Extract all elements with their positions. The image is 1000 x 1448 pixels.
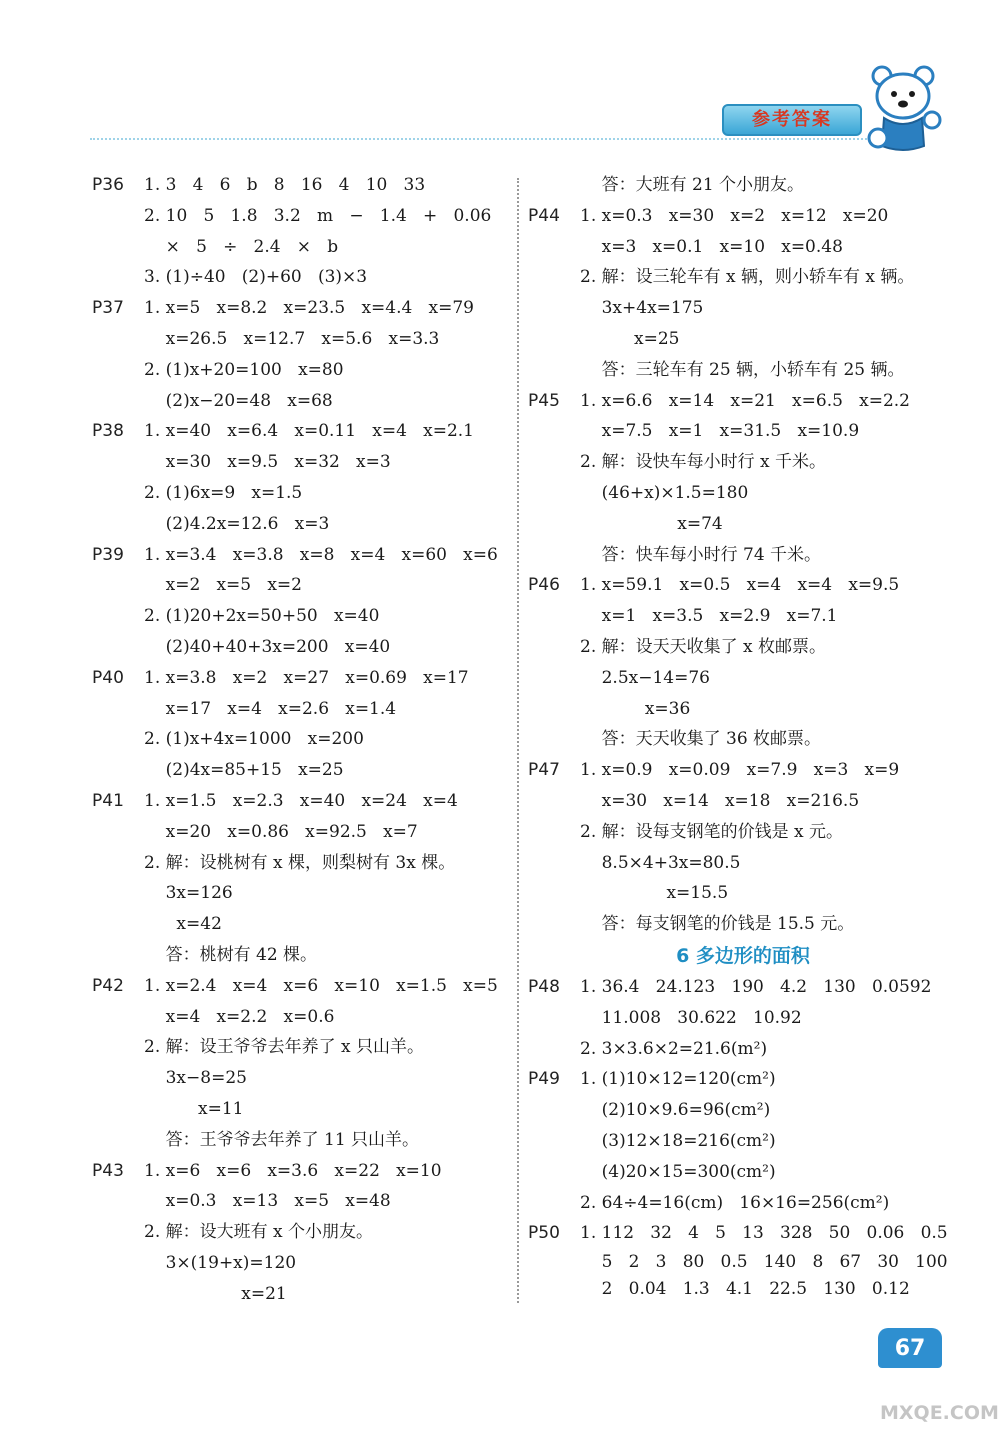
answer-line (92, 201, 512, 232)
answer-line (528, 817, 958, 848)
answers-left-column (92, 170, 512, 1309)
answer-text: 2. 解：设大班有 x 个小朋友。 (144, 1222, 374, 1243)
answer-line (92, 848, 512, 879)
page-ref-label: P49 (528, 1069, 560, 1090)
answer-text: (4)20×15=300(cm²) (580, 1161, 776, 1182)
answer-text: 1. x=59.1 x=0.5 x=4 x=4 x=9.5 (580, 575, 900, 596)
answer-line (92, 540, 512, 571)
answer-text: (2)x−20=48 x=68 (144, 390, 333, 411)
answer-text: x=4 x=2.2 x=0.6 (144, 1006, 335, 1027)
page-ref-label: P38 (92, 421, 124, 442)
answer-text: 2. 解：设桃树有 x 棵，则梨树有 3x 棵。 (144, 852, 456, 873)
page-ref-label: P41 (92, 790, 124, 811)
answer-line (528, 355, 958, 386)
answer-text: x=15.5 (580, 883, 729, 904)
answer-line (92, 293, 512, 324)
answer-text: (46+x)×1.5=180 (580, 482, 749, 503)
answer-line (528, 386, 958, 417)
answer-line (528, 570, 958, 601)
answer-text: 2. 解：设天天收集了 x 枚邮票。 (580, 636, 827, 657)
answer-text: 8.5×4+3x=80.5 (580, 852, 741, 873)
page-ref-label: P46 (528, 575, 560, 596)
answer-line (528, 724, 958, 755)
answer-text: 1. x=0.9 x=0.09 x=7.9 x=3 x=9 (580, 760, 900, 781)
page-ref-label: P47 (528, 760, 560, 781)
answer-text: 1. x=2.4 x=4 x=6 x=10 x=1.5 x=5 (144, 975, 498, 996)
answer-text: x=11 (144, 1098, 244, 1119)
page-ref-label: P48 (528, 976, 560, 997)
answer-text: 2. (1)x+20=100 x=80 (144, 359, 344, 380)
answer-line (92, 386, 512, 417)
column-divider (517, 178, 519, 1303)
answer-text: 2. (1)x+4x=1000 x=200 (144, 729, 364, 750)
answer-line (92, 786, 512, 817)
answer-text: x=74 (580, 513, 723, 534)
answer-text: 1. 3 4 6 b 8 16 4 10 33 (144, 175, 426, 195)
page-ref-label: P43 (92, 1160, 124, 1181)
answer-line (528, 878, 958, 909)
answer-text: (3)12×18=216(cm²) (580, 1130, 776, 1151)
answer-text: x=30 x=9.5 x=32 x=3 (144, 452, 391, 473)
answer-text: 答：三轮车有 25 辆，小轿车有 25 辆。 (580, 359, 905, 380)
answer-line (528, 1157, 958, 1188)
page-ref-label: P39 (92, 544, 124, 565)
answer-text: x=2 x=5 x=2 (144, 575, 302, 596)
answer-text: 2. 10 5 1.8 3.2 m − 1.4 + 0.06 (144, 205, 492, 226)
answer-line (528, 601, 958, 632)
page-ref-label: P40 (92, 667, 124, 688)
answer-text: 2. 64÷4=16(cm) 16×16=256(cm²) (580, 1192, 890, 1213)
answer-text: (2)40+40+3x=200 x=40 (144, 636, 391, 657)
answer-text: 1. x=3.8 x=2 x=27 x=0.69 x=17 (144, 667, 469, 688)
answer-text: 3x=126 (144, 883, 233, 904)
answer-text: x=36 (580, 698, 691, 719)
answer-line (92, 324, 512, 355)
header-dotted-line (90, 138, 870, 140)
answer-line (92, 509, 512, 540)
answer-text: 1. 112 32 4 5 13 328 50 0.06 0.5 (580, 1223, 948, 1244)
answer-line (528, 416, 958, 447)
answer-key-badge: 参考答案 (722, 104, 862, 136)
answer-line (528, 170, 958, 201)
page-ref-label: P42 (92, 975, 124, 996)
answer-line (528, 293, 958, 324)
answer-text: 2. (1)20+2x=50+50 x=40 (144, 606, 380, 627)
page-ref-label: P44 (528, 205, 560, 226)
answer-text: 1. x=0.3 x=30 x=2 x=12 x=20 (580, 205, 889, 226)
answer-line (528, 509, 958, 540)
answer-line (92, 416, 512, 447)
answer-line (528, 324, 958, 355)
answer-line (92, 1002, 512, 1033)
answer-line (92, 1248, 512, 1279)
answer-text: 5 2 3 80 0.5 140 8 67 30 100 (580, 1252, 948, 1273)
answer-line (528, 1126, 958, 1157)
answer-line (528, 1095, 958, 1126)
answer-line (528, 478, 958, 509)
answer-line (92, 1094, 512, 1125)
answer-line (528, 201, 958, 232)
answer-line (528, 262, 958, 293)
answer-text: x=25 (580, 328, 680, 349)
answer-line (528, 1064, 958, 1095)
answer-text: 2. (1)6x=9 x=1.5 (144, 482, 303, 503)
answer-text: 2 0.04 1.3 4.1 22.5 130 0.12 (580, 1278, 910, 1299)
answer-line (92, 1063, 512, 1094)
answer-line (92, 262, 512, 293)
answer-line (528, 632, 958, 663)
answer-text: 1. x=5 x=8.2 x=23.5 x=4.4 x=79 (144, 298, 474, 319)
answer-line (92, 878, 512, 909)
answer-text: x=26.5 x=12.7 x=5.6 x=3.3 (144, 328, 440, 349)
bear-mascot-icon (864, 62, 944, 158)
answer-text: 答：王爷爷去年养了 11 只山羊。 (144, 1129, 420, 1150)
answer-text: 答：天天收集了 36 枚邮票。 (580, 729, 822, 750)
answer-text: (2)4.2x=12.6 x=3 (144, 513, 330, 534)
answer-line (92, 632, 512, 663)
section-title: 6 多边形的面积 (676, 944, 810, 967)
answer-line (528, 1003, 958, 1034)
answer-line (528, 1249, 958, 1276)
answer-line (528, 232, 958, 263)
answer-text: (2)10×9.6=96(cm²) (580, 1100, 771, 1121)
answers-right-column (528, 170, 958, 1302)
answer-line (92, 1156, 512, 1187)
answer-line (528, 1034, 958, 1065)
answer-line (92, 1186, 512, 1217)
answer-text: 3x−8=25 (144, 1068, 247, 1089)
page-ref-label: P50 (528, 1223, 560, 1244)
answer-line (92, 478, 512, 509)
answer-text: x=21 (144, 1283, 287, 1304)
answer-line (92, 663, 512, 694)
answer-line (92, 170, 512, 201)
answer-text: 3. (1)÷40 (2)+60 (3)×3 (144, 267, 368, 288)
answer-text: 1. 36.4 24.123 190 4.2 130 0.0592 (580, 976, 932, 997)
answer-line (92, 1125, 512, 1156)
answer-line (528, 786, 958, 817)
page-ref-label: P37 (92, 298, 124, 319)
answer-text: 答：桃树有 42 棵。 (144, 944, 318, 965)
answer-line (92, 1032, 512, 1063)
answer-line (92, 447, 512, 478)
answer-line (528, 972, 958, 1003)
page-ref-label: P36 (92, 175, 124, 195)
answer-text: × 5 ÷ 2.4 × b (144, 236, 339, 257)
answer-line (528, 848, 958, 879)
answer-line (92, 909, 512, 940)
answer-text: 1. x=3.4 x=3.8 x=8 x=4 x=60 x=6 (144, 544, 498, 565)
answer-text: x=20 x=0.86 x=92.5 x=7 (144, 821, 418, 842)
answer-text: 1. x=40 x=6.4 x=0.11 x=4 x=2.1 (144, 421, 474, 442)
answer-text: 答：快车每小时行 74 千米。 (580, 544, 822, 565)
answer-text: 1. (1)10×12=120(cm²) (580, 1069, 776, 1090)
answer-line (92, 755, 512, 786)
answer-line (92, 232, 512, 263)
answer-text: 2. 解：设快车每小时行 x 千米。 (580, 452, 827, 473)
answer-text: 1. x=1.5 x=2.3 x=40 x=24 x=4 (144, 790, 458, 811)
page-ref-label: P45 (528, 390, 560, 411)
answer-line (528, 755, 958, 786)
answer-text: 答：大班有 21 个小朋友。 (580, 175, 805, 195)
answer-text: x=1 x=3.5 x=2.9 x=7.1 (580, 606, 838, 627)
answer-line (528, 1188, 958, 1219)
answer-text: 1. x=6 x=6 x=3.6 x=22 x=10 (144, 1160, 442, 1181)
answer-line (528, 663, 958, 694)
answer-line (528, 1276, 958, 1303)
answer-text: 2. 解：设三轮车有 x 辆，则小轿车有 x 辆。 (580, 267, 915, 288)
answer-text: 2. 解：设每支钢笔的价钱是 x 元。 (580, 821, 844, 842)
answer-text: x=7.5 x=1 x=31.5 x=10.9 (580, 421, 860, 442)
answer-line (528, 1218, 958, 1249)
answer-text: x=30 x=14 x=18 x=216.5 (580, 790, 860, 811)
answer-line (92, 971, 512, 1002)
watermark: MXQE.COM (880, 1402, 999, 1424)
answer-line (92, 940, 512, 971)
answer-text: 2. 3×3.6×2=21.6(m²) (580, 1038, 768, 1059)
answer-line (92, 601, 512, 632)
answer-text: 3x+4x=175 (580, 298, 704, 319)
answer-text: 1. x=6.6 x=14 x=21 x=6.5 x=2.2 (580, 390, 910, 411)
answer-line (92, 817, 512, 848)
answer-line (528, 540, 958, 571)
answer-text: x=0.3 x=13 x=5 x=48 (144, 1191, 391, 1212)
answer-line (528, 694, 958, 725)
answer-line (92, 1217, 512, 1248)
answer-text: 答：每支钢笔的价钱是 15.5 元。 (580, 914, 855, 935)
answer-line (92, 724, 512, 755)
answer-line (92, 355, 512, 386)
page-number-badge: 67 (878, 1328, 942, 1368)
answer-text: x=42 (144, 914, 222, 935)
answer-line (528, 909, 958, 940)
answer-line (92, 694, 512, 725)
answer-text: 2.5x−14=76 (580, 667, 710, 688)
answer-text: x=17 x=4 x=2.6 x=1.4 (144, 698, 397, 719)
answer-text: 2. 解：设王爷爷去年养了 x 只山羊。 (144, 1037, 425, 1058)
answer-text: 11.008 30.622 10.92 (580, 1007, 802, 1028)
answer-text: (2)4x=85+15 x=25 (144, 760, 344, 781)
answer-text: 3×(19+x)=120 (144, 1252, 297, 1273)
answer-text: x=3 x=0.1 x=10 x=0.48 (580, 236, 843, 257)
answer-line (92, 570, 512, 601)
answer-line (92, 1279, 512, 1310)
answer-line (528, 447, 958, 478)
